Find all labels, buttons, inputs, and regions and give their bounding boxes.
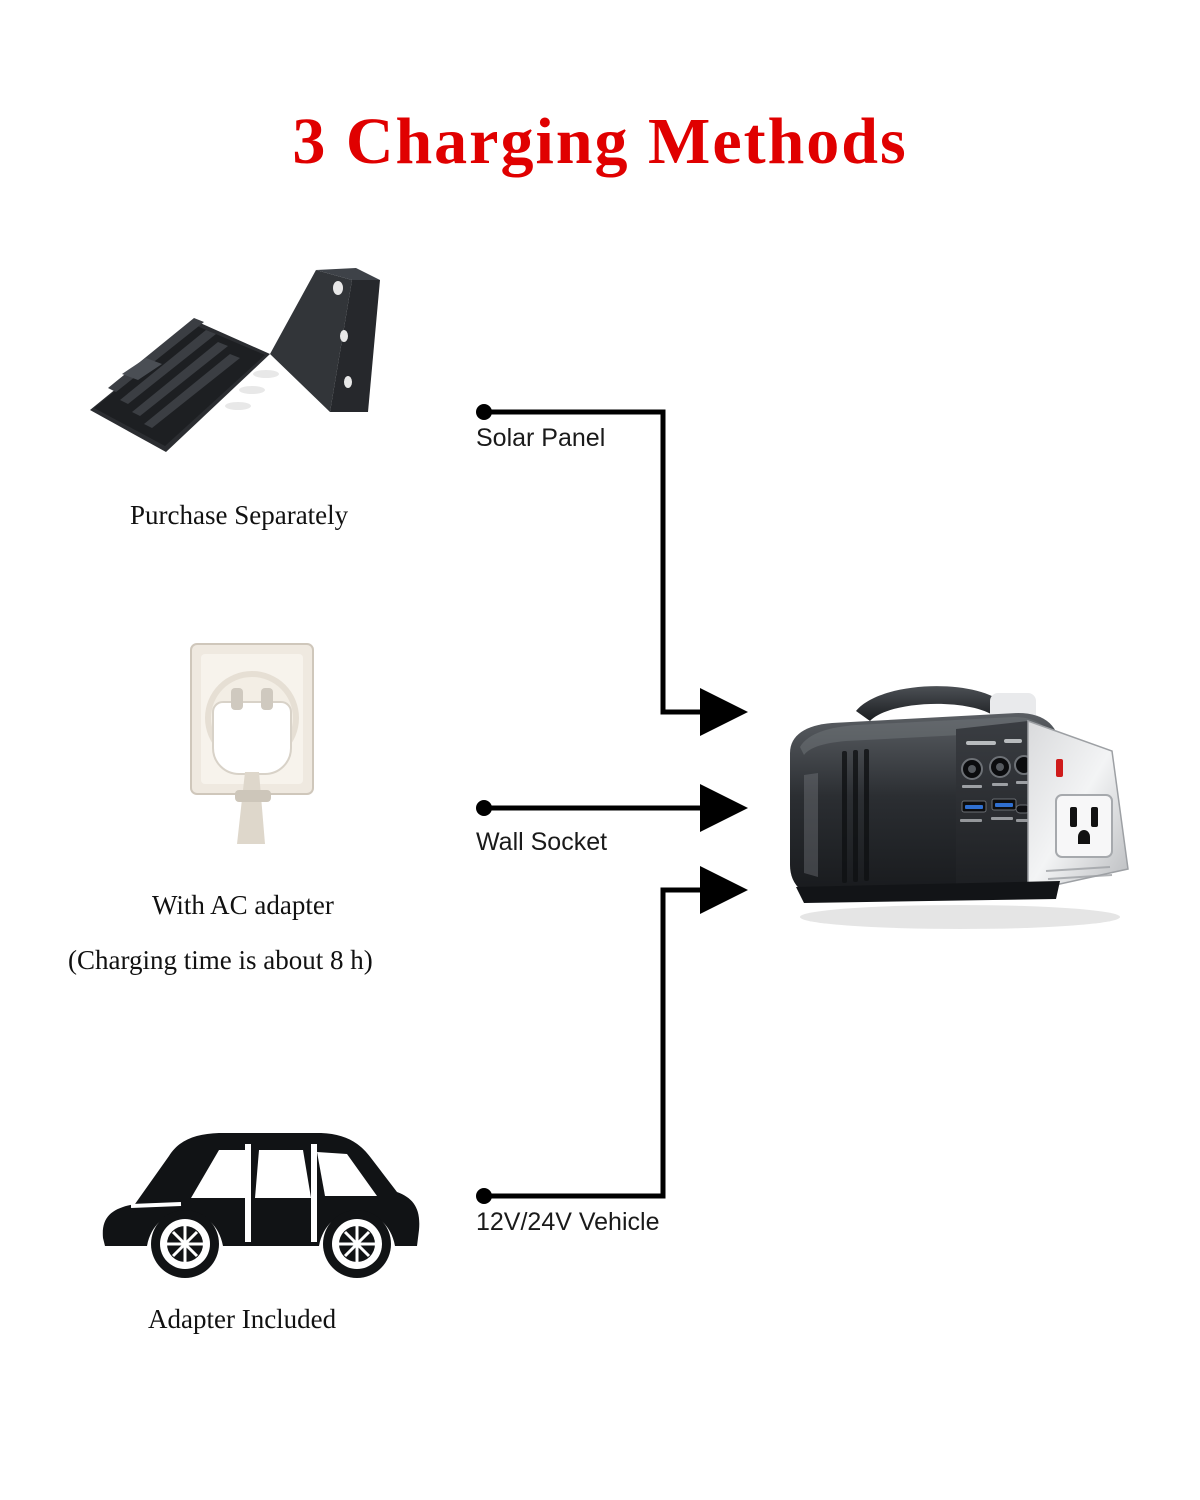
arrow-label-wall-socket: Wall Socket bbox=[476, 828, 608, 856]
page-title: 3 Charging Methods bbox=[292, 105, 908, 178]
caption-vehicle: Adapter Included bbox=[148, 1304, 337, 1334]
caption-wall-socket-charging-time: (Charging time is about 8 h) bbox=[68, 945, 373, 975]
caption-wall-socket: With AC adapter bbox=[152, 890, 334, 920]
car-icon bbox=[95, 1120, 425, 1285]
arrow-label-vehicle: 12V/24V Vehicle bbox=[476, 1208, 660, 1236]
wall-socket-icon bbox=[185, 640, 330, 845]
power-station-image bbox=[760, 655, 1160, 945]
arrow-label-solar: Solar Panel bbox=[476, 424, 606, 452]
caption-solar: Purchase Separately bbox=[130, 500, 349, 530]
solar-panel-icon bbox=[80, 262, 410, 462]
